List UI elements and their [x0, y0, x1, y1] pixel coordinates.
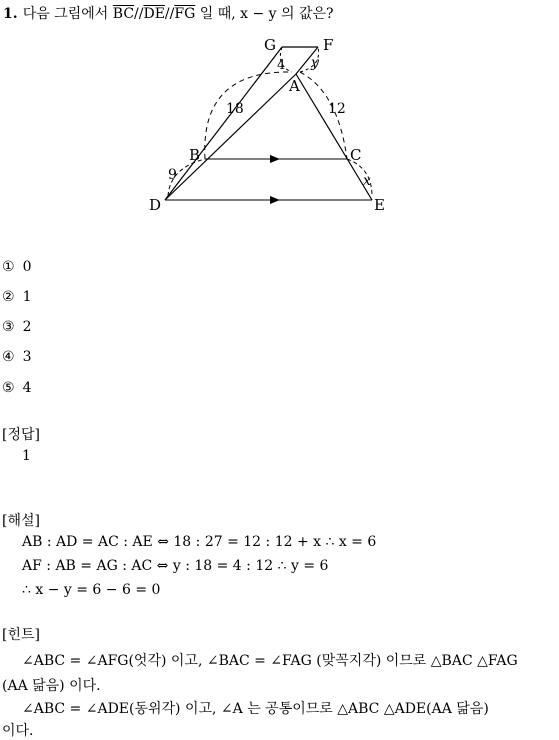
choice-5[interactable]: [2, 380, 31, 396]
parallel-sep-1: //: [134, 6, 144, 22]
len-ce: x: [363, 173, 371, 189]
len-ab: 18: [226, 101, 244, 117]
choice-4-value: 3: [22, 349, 32, 365]
choice-3[interactable]: [2, 319, 31, 335]
label-d: D: [149, 196, 162, 214]
line-gd: [165, 47, 282, 200]
solution-line-1: AB : AD = AC : AE ⇔ 18 : 27 = 12 : 12 + x ∴ x = 6: [22, 534, 377, 550]
choice-2-value: 1: [22, 289, 32, 305]
label-c: C: [350, 146, 362, 164]
choice-1-symbol: ①: [2, 259, 15, 275]
parallel-sep-2: //: [164, 6, 175, 22]
hint-line-3: ∠ABC = ∠ADE(동위각) 이고, ∠A 는 공통이므로 △ABC △ADE(AA 닮음): [22, 701, 489, 717]
choice-4[interactable]: [2, 349, 31, 365]
hint-line-1: ∠ABC = ∠AFG(엇각) 이고, ∠BAC = ∠FAG (맞꼭지각) 이므로 △BAC △FAG: [22, 653, 518, 669]
choice-1[interactable]: [2, 259, 31, 275]
choice-5-symbol: ⑤: [2, 380, 15, 396]
line-ad-main: [165, 74, 296, 200]
solution-line-3: ∴ x − y = 6 − 6 = 0: [22, 582, 161, 598]
choice-3-symbol: ③: [2, 319, 15, 335]
choice-2[interactable]: [2, 289, 31, 305]
label-f: F: [323, 36, 334, 54]
label-e: E: [374, 196, 385, 214]
label-a: A: [289, 77, 300, 95]
line-fd: [165, 47, 318, 200]
len-bd: 9: [168, 167, 177, 183]
len-ac: 12: [328, 101, 346, 117]
solution-heading: [해설]: [2, 513, 40, 529]
hint-line-4: 이다.: [2, 723, 34, 739]
question-prefix: 다음 그림에서: [22, 6, 113, 22]
answer-value: 1: [22, 448, 31, 464]
len-ga: 4: [277, 58, 286, 73]
question-suffix: 일 때, x − y 의 값은?: [195, 6, 334, 22]
question-number: 1.: [3, 6, 18, 22]
hint-line-2: (AA 닮음) 이다.: [2, 678, 101, 694]
choice-2-symbol: ②: [2, 289, 15, 305]
segment-bc: $\overline{BC}$: [112, 6, 135, 22]
choice-5-value: 4: [22, 380, 32, 396]
choice-1-value: 0: [22, 259, 32, 275]
geometry-figure: [0, 0, 559, 240]
segment-de: $\overline{DE}$: [143, 6, 165, 22]
label-g: G: [264, 36, 276, 54]
solution-line-2: AF : AB = AG : AC ⇔ y : 18 = 4 : 12 ∴ y = 6: [22, 558, 329, 574]
choice-3-value: 2: [22, 319, 32, 335]
len-af: y: [311, 55, 319, 71]
choice-4-symbol: ④: [2, 349, 15, 365]
arc-ab: [205, 72, 292, 159]
segment-fg: $\overline{FG}$: [174, 6, 196, 22]
label-b: B: [189, 146, 201, 164]
line-ae: [296, 74, 372, 200]
answer-heading: [정답]: [2, 427, 40, 443]
hint-heading: [힌트]: [2, 627, 40, 643]
